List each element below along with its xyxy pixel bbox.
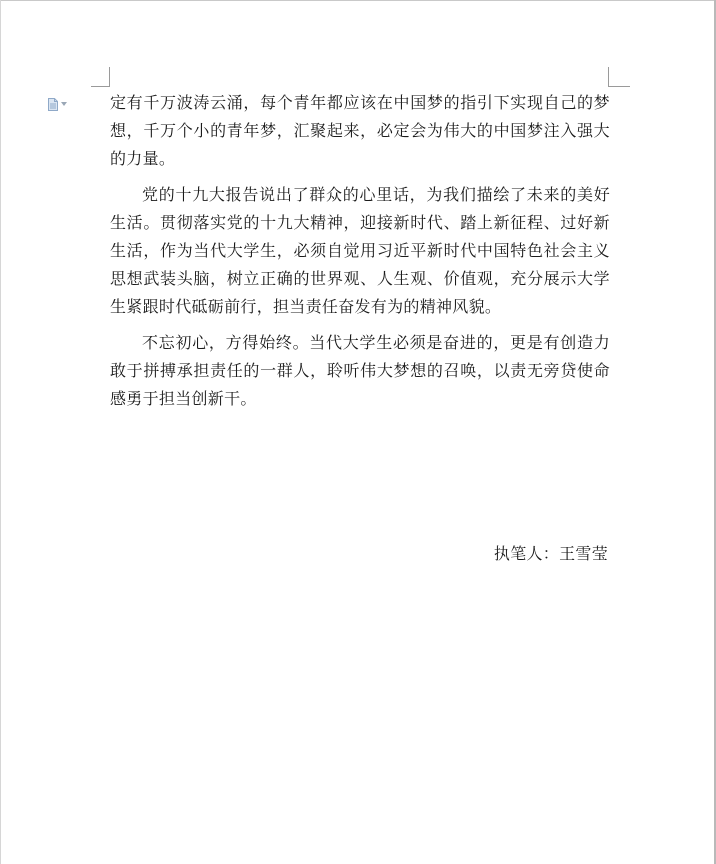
margin-corner-top-right [608, 67, 630, 87]
document-body [110, 89, 610, 413]
page-left-edge [0, 0, 1, 864]
paragraph-2: 党的十九大报告说出了群众的心里话，为我们描绘了未来的美好生活。贯彻落实党的十九大精神，迎接新时代、踏上新征程、过好新生活，作为当代大学生，必须自觉用习近平新时代中国特色社会主义思想武装头脑，树立正确的世界观、人生观、价值观，充分展示大学生紧跟时代砥砺前行，担当责任奋发有为的精神风貌。 [110, 185, 610, 316]
chevron-down-icon [61, 102, 67, 106]
paragraph-3: 不忘初心，方得始终。当代大学生必须是奋进的，更是有创造力敢于拼搏承担责任的一群人，聆听伟大梦想的召唤，以责无旁贷使命感勇于担当创新干。 [110, 333, 610, 408]
page-top-edge [0, 0, 716, 1]
author-signature: 执笔人：王雪莹 [493, 544, 608, 563]
margin-corner-top-left [91, 67, 110, 87]
document-icon [48, 98, 58, 111]
paragraph-layout-menu-button[interactable] [48, 96, 67, 112]
paragraph-1: 定有千万波涛云涌，每个青年都应该在中国梦的指引下实现自己的梦想，千万个小的青年梦，汇聚起来，必定会为伟大的中国梦注入强大的力量。 [110, 93, 610, 168]
